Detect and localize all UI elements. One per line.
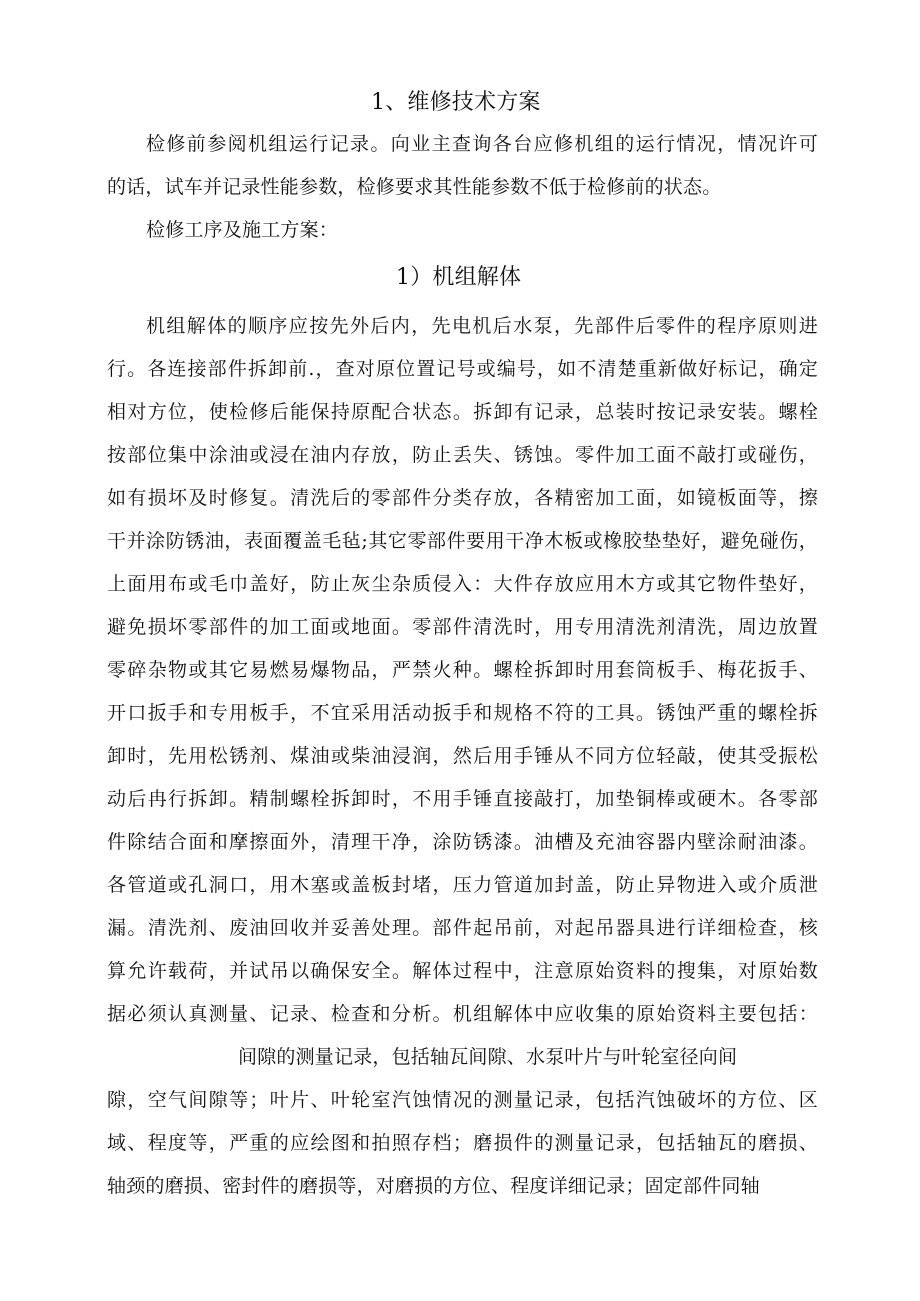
subsection-heading: 1）机组解体: [396, 265, 522, 290]
body-line: 据必须认真测量、记录、检查和分析。机组解体中应收集的原始资料主要包括：: [107, 1003, 818, 1025]
body-line: 件除结合面和摩擦面外，清理干净，涂防锈漆。油槽及充油容器内壁涂耐油漆。: [107, 831, 818, 853]
body-line: 机组解体的顺序应按先外后内，先电机后水泵，先部件后零件的程序原则进: [146, 315, 818, 337]
body-line: 如有损坏及时修复。清洗后的零部件分类存放，各精密加工面，如镜板面等，擦: [107, 487, 818, 509]
body-line: 卸时，先用松锈剂、煤油或柴油浸润，然后用手锤从不同方位轻敲，使其受振松: [107, 745, 818, 767]
body-line: 开口扳手和专用板手，不宜采用活动扳手和规格不符的工具。锈蚀严重的螺栓拆: [107, 702, 818, 724]
list-line: 轴颈的磨损、密封件的磨损等，对磨损的方位、程度详细记录；固定部件同轴: [107, 1175, 760, 1197]
body-line: 零碎杂物或其它易燃易爆物品，严禁火种。螺栓拆卸时用套筒板手、梅花扳手、: [107, 659, 818, 681]
body-line: 各管道或孔洞口，用木塞或盖板封堵，压力管道加封盖，防止异物进入或介质泄: [107, 874, 818, 896]
list-line: 隙，空气间隙等；叶片、叶轮室汽蚀情况的测量记录，包括汽蚀破坏的方位、区: [107, 1089, 818, 1111]
list-line: 间隙的测量记录，包括轴瓦间隙、水泵叶片与叶轮室径向间: [238, 1046, 738, 1068]
body-line: 避免损坏零部件的加工面或地面。零部件清洗时，用专用清洗剂清洗，周边放置: [107, 616, 818, 638]
intro-line-2: 的话，试车并记录性能参数，检修要求其性能参数不低于检修前的状态。: [107, 176, 722, 198]
body-line: 干并涂防锈油，表面覆盖毛毡;其它零部件要用干净木板或橡胶垫垫好，避免碰伤，: [107, 530, 818, 552]
intro-line-1: 检修前参阅机组运行记录。向业主查询各台应修机组的运行情况，情况许可: [146, 133, 818, 155]
section-heading: 1、维修技术方案: [371, 90, 541, 115]
body-line: 相对方位，使检修后能保持原配合状态。拆卸有记录，总装时按记录安装。螺栓: [107, 401, 818, 423]
list-line: 域、程度等，严重的应绘图和拍照存档；磨损件的测量记录，包括轴瓦的磨损、: [107, 1132, 818, 1154]
body-line: 上面用布或毛巾盖好，防止灰尘杂质侵入：大件存放应用木方或其它物件垫好，: [107, 573, 818, 595]
body-line: 行。各连接部件拆卸前.，查对原位置记号或编号，如不清楚重新做好标记，确定: [107, 358, 818, 380]
body-line: 动后冉行拆卸。精制螺栓拆卸时，不用手锤直接敲打，加垫铜棒或硬木。各零部: [107, 788, 818, 810]
intro-line-3: 检修工序及施工方案：: [146, 219, 339, 241]
body-line: 按部位集中涂油或浸在油内存放，防止丢失、锈蚀。零件加工面不敲打或碰伤，: [107, 444, 818, 466]
body-line: 算允许载荷，并试吊以确保安全。解体过程中，注意原始资料的搜集，对原始数: [107, 960, 818, 982]
body-line: 漏。清洗剂、废油回收并妥善处理。部件起吊前，对起吊器具进行详细检查，核: [107, 917, 818, 939]
